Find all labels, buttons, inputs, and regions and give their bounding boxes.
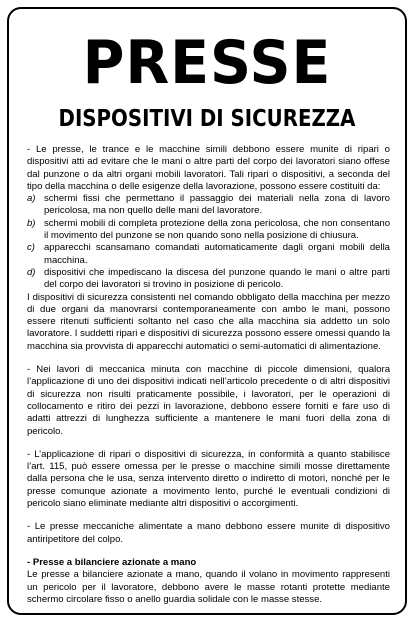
safety-sign (7, 7, 407, 615)
list-marker: c) (27, 242, 35, 254)
paragraph-omission: - L’applicazione di ripari o dispositivi di sicurezza, in conformità a quanto stabilisce l’art. 115, può essere omessa per le presse o macchine simili mosse direttamente dalla persona che le usa, senza intervento diretto o indiretto di motori, nonché per le presse comunque azionate a movimento lento, purché le eventuali condizioni di pericolo siano eliminate mediante altri dispositivi o accorgimenti. (27, 448, 390, 510)
sign-subtitle: DISPOSITIVI DI SICUREZZA (58, 106, 356, 132)
list-item-text: dispositivi che impediscano la discesa del punzone quando le mani o altre parti del corpo dei lavoratori si trovino in posizione di pericolo. (44, 266, 390, 291)
list-item-text: schermi mobili di completa protezione della zona pericolosa, che non consentano il movimento del punzone se non quando sono nella posizione di chiusura. (44, 217, 390, 242)
paragraph-intro: - Le presse, le trance e le macchine simili debbono essere munite di ripari o dispositivi atti ad evitare che le mani o altre parti del corpo dei lavoratori siano offese dal punzone o da altri organi mobili lavoratori. Tali ripari o dispositivi, a seconda del tipo della macchina o delle esigenze della lavorazione, possono essere costituiti da: (27, 144, 390, 192)
list-item (27, 267, 390, 292)
list-marker: a) (27, 193, 36, 205)
list-item-text: schermi fissi che permettano il passaggio dei materiali nella zona di lavoro pericolosa, ma non quello delle mani del lavoratore. (44, 193, 390, 217)
list-item (27, 242, 390, 267)
paragraph-anti-repeat: - Le presse meccaniche alimentate a mano debbono essere munite di dispositivo antiripetitore del colpo. (27, 521, 390, 545)
paragraph-fly-press: Le presse a bilanciere azionate a mano, quando il volano in movimento rappresenti un pericolo per il lavoratore, debbono avere le masse rotanti protette mediante schermo circolare fisso o anello guardia solidale con le masse stesse. (27, 569, 390, 605)
paragraph-two-hand-control: I dispositivi di sicurezza consistenti nel comando obbligato della macchina per mezzo di due organi da manovrarsi contemporaneamente con ambo le mani, possono essere ritenuti sufficienti soltanto nel caso che alla macchina sia addetto un solo lavoratore. I suddetti ripari e dispositivi di sicurezza possono essere omessi quando la macchina sia provvista di apparecchi automatici o semi-automatici di alimentazione. (27, 291, 390, 352)
list-item (27, 218, 390, 243)
section-heading: - Presse a bilanciere azionate a mano (27, 556, 197, 568)
paragraph-small-mechanics: - Nei lavori di meccanica minuta con macchine di piccole dimensioni, qualora l’applicazione di uno dei dispositivi indicati nell’articolo precedente o di altri dispositivi di sicurezza non risulti praticamente possibile, i lavoratori, per le operazioni di collocamento e ritiro dei pezzi in lavorazione, debbono essere forniti e fare uso di adatti attrezzi di lunghezza sufficiente a mantenere le mani fuori della zona di pericolo. (27, 364, 390, 437)
list-item-text: apparecchi scansamano comandati automaticamente dagli organi mobili della macchina. (44, 242, 390, 266)
sign-body (27, 144, 390, 606)
sign-title: PRESSE (82, 28, 332, 98)
list-marker: d) (27, 266, 36, 278)
list-marker: b) (27, 217, 36, 229)
list-item (27, 193, 390, 218)
